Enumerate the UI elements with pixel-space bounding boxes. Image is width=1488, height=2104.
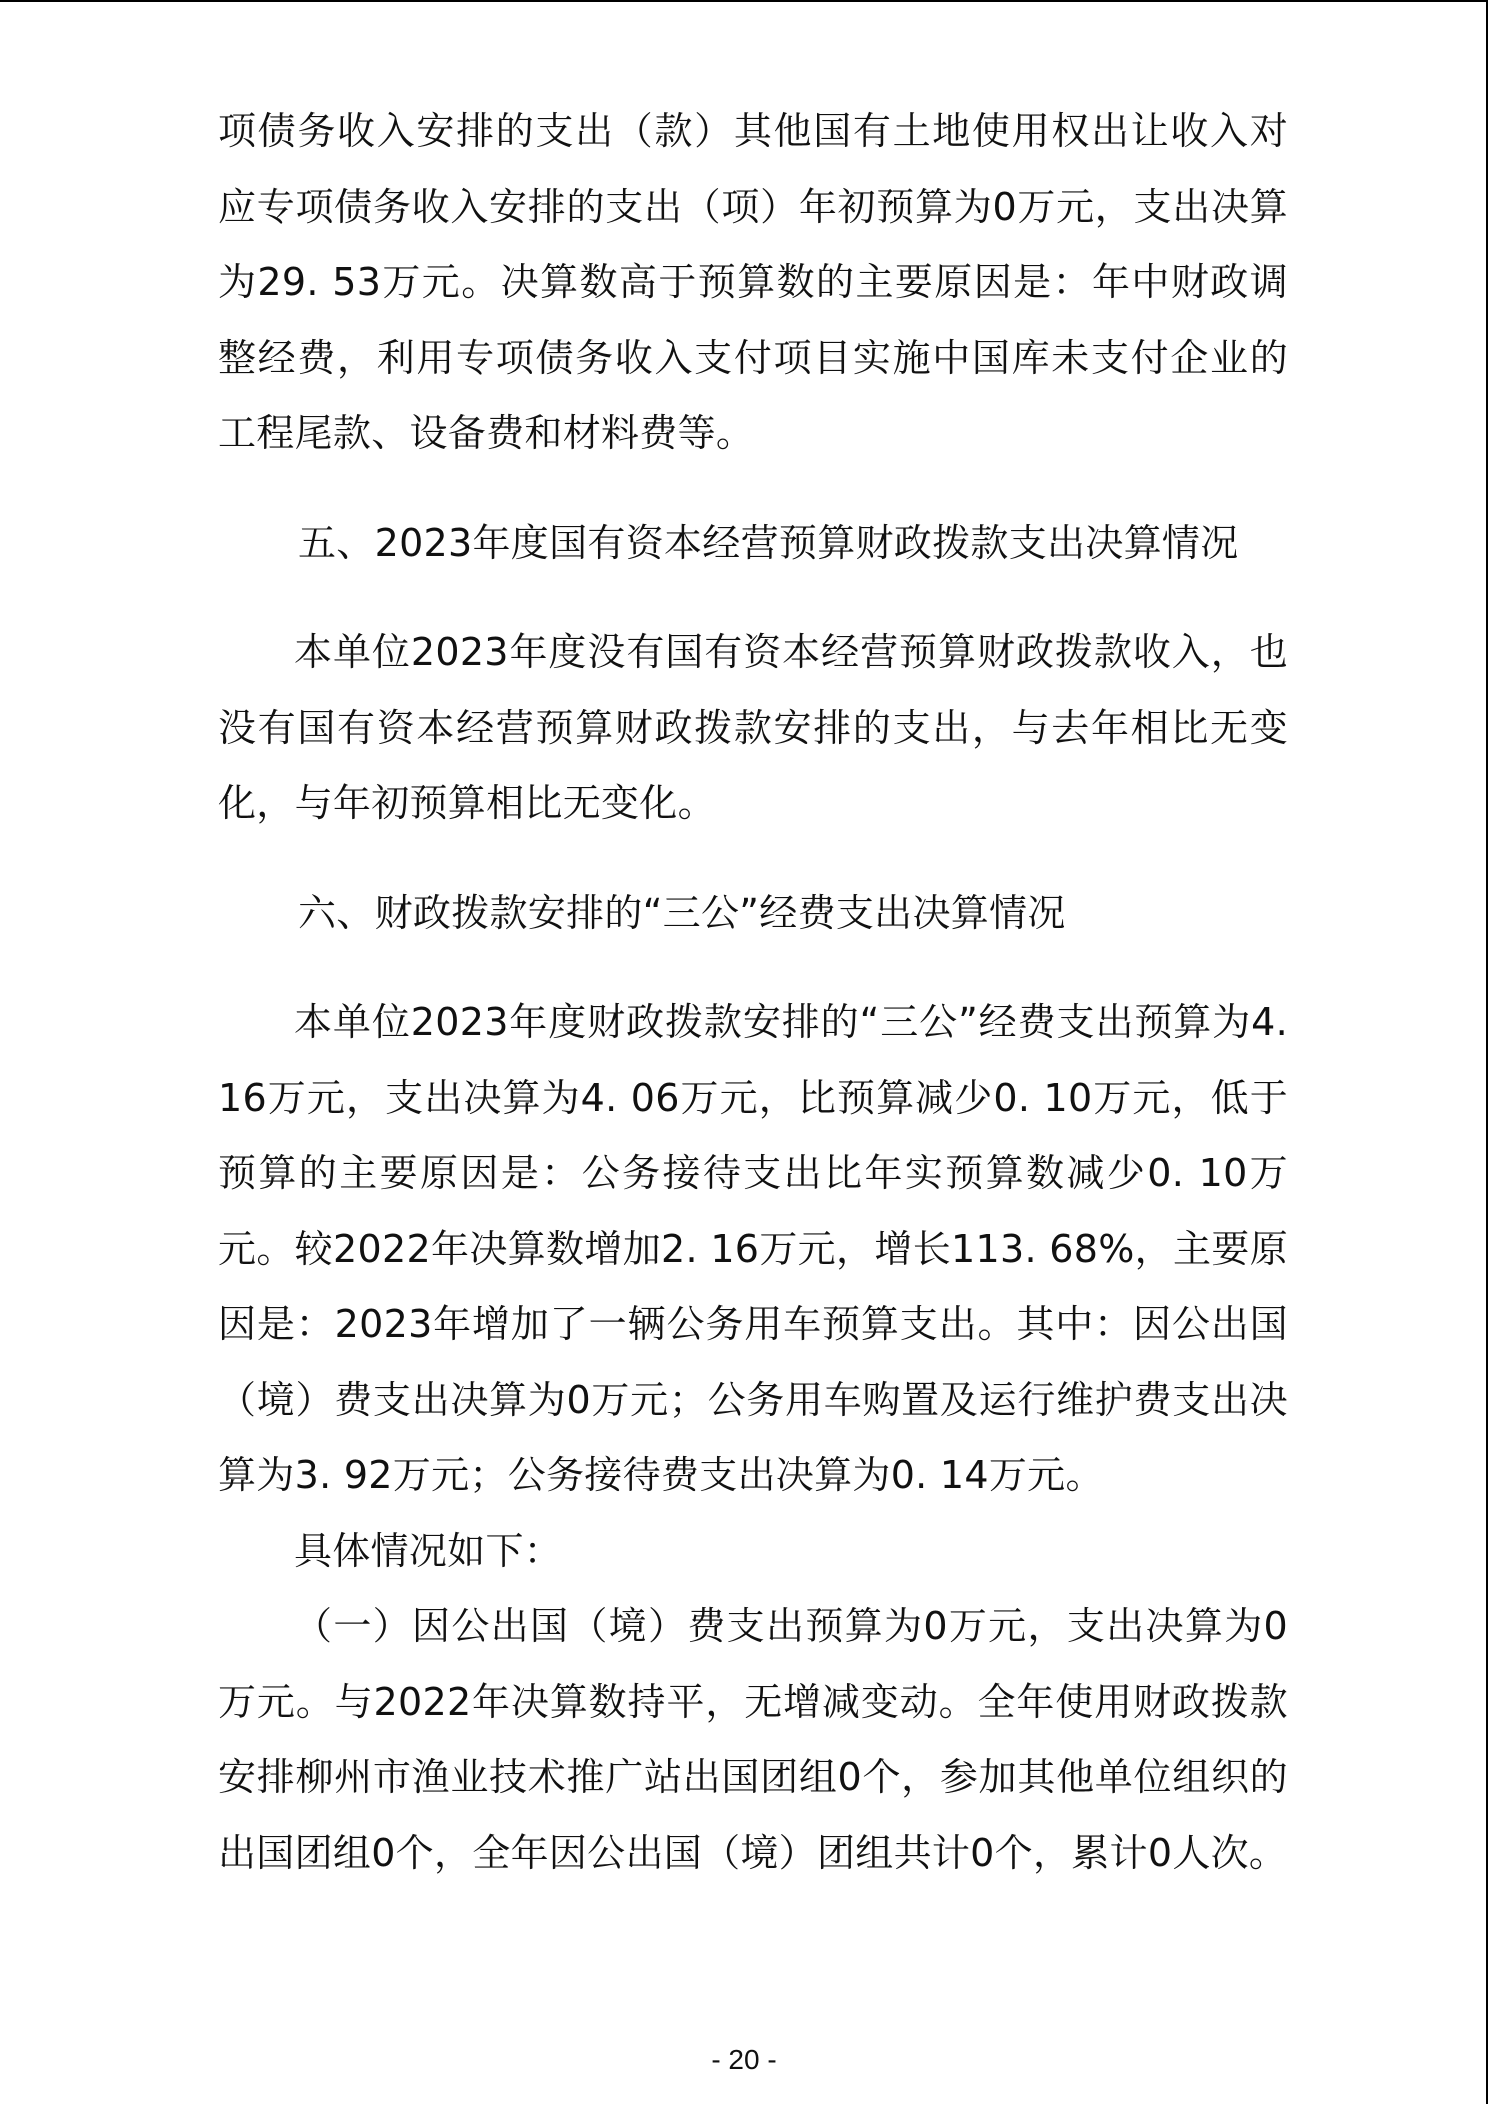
page-top-border <box>0 0 1488 2</box>
spacer <box>218 842 1288 876</box>
paragraph-continued-debt-expenditure: 项债务收入安排的支出（款）其他国有土地使用权出让收入对应专项债务收入安排的支出（项）年初预算为0万元，支出决算为29. 53万元。决算数高于预算数的主要原因是：年中财政调整经费，利用专项债务收入支付项目实施中国库未支付企业的工程尾款、设备费和材料费等。 <box>218 109 1288 455</box>
paragraph-details-intro: 具体情况如下： <box>294 1528 563 1573</box>
section-heading-5: 五、2023年度国有资本经营预算财政拨款支出决算情况 <box>298 520 1239 565</box>
paragraph-state-capital-budget: 本单位2023年度没有国有资本经营预算财政拨款收入，也没有国有资本经营预算财政拨款安排的支出，与去年相比无变化，与年初预算相比无变化。 <box>218 630 1288 825</box>
section-heading-6: 六、财政拨款安排的“三公”经费支出决算情况 <box>298 890 1066 935</box>
document-body <box>218 94 1288 1891</box>
paragraph-overseas-travel: （一）因公出国（境）费支出预算为0万元，支出决算为0万元。与2022年决算数持平，无增减变动。全年使用财政拨款安排柳州市渔业技术推广站出国团组0个，参加其他单位组织的出国团组0个，全年因公出国（境）团组共计0个，累计0人次。 <box>218 1604 1288 1875</box>
paragraph-three-public-expenses: 本单位2023年度财政拨款安排的“三公”经费支出预算为4. 16万元，支出决算为4. 06万元，比预算减少0. 10万元，低于预算的主要原因是：公务接待支出比年实预算数减少0. 10万元。较2022年决算数增加2. 16万元，增长113. 68%，主要原因是：2023年增加了一辆公务用车预算支出。其中：因公出国（境）费支出决算为0万元；公务用车购置及运行维护费支出决算为3. 92万元；公务接待费支出决算为0. 14万元。 <box>218 1000 1288 1497</box>
page-number: - 20 - <box>711 2044 777 2075</box>
spacer <box>218 581 1288 615</box>
spacer <box>218 472 1288 506</box>
spacer <box>218 951 1288 985</box>
